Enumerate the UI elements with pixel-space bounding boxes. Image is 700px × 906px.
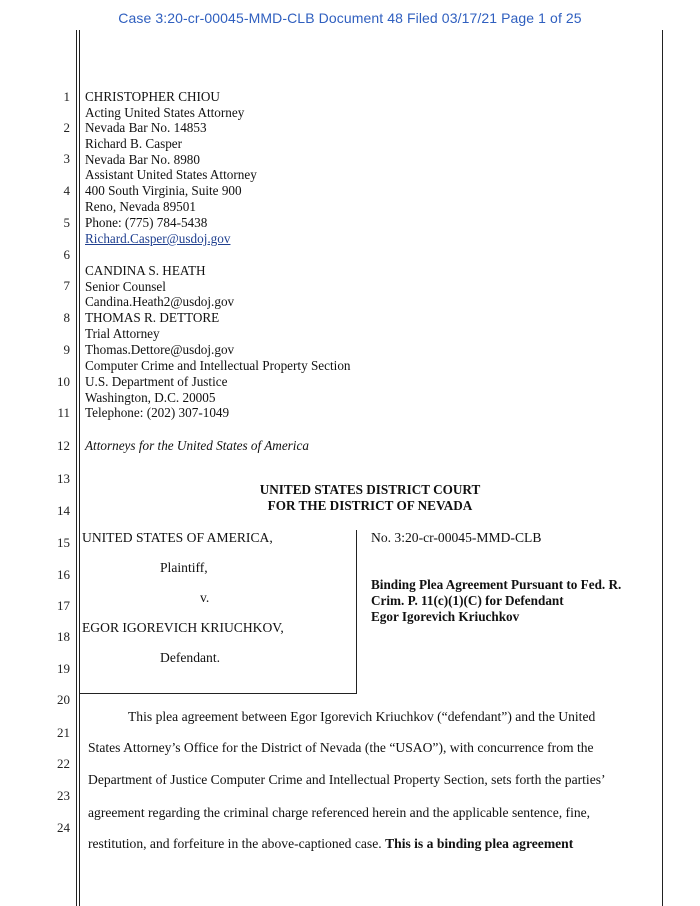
attorney-line: Phone: (775) 784-5438 [85, 215, 208, 230]
line-number: 10 [57, 374, 70, 389]
body-line: This plea agreement between Egor Igorevich Kriuchkov (“defendant”) and the United [128, 709, 596, 724]
attorney-line: Assistant United States Attorney [85, 167, 257, 182]
attorney-line: Computer Crime and Intellectual Property Section [85, 358, 351, 373]
line-number: 17 [57, 598, 70, 613]
court-line-2: FOR THE DISTRICT OF NEVADA [267, 498, 473, 513]
line-number: 13 [57, 471, 70, 486]
attorney-line: THOMAS R. DETTORE [85, 310, 220, 325]
document-title-line: Crim. P. 11(c)(1)(C) for Defendant [371, 593, 564, 608]
versus: v. [200, 590, 210, 605]
body-line: States Attorney’s Office for the District of Nevada (the “USAO”), with concurrence from the [88, 740, 594, 755]
attorney-line: Acting United States Attorney [85, 105, 245, 120]
attorney-line: 400 South Virginia, Suite 900 [85, 183, 242, 198]
attorneys-for: Attorneys for the United States of America [85, 438, 309, 453]
line-number: 15 [57, 535, 70, 550]
line-number: 6 [63, 247, 70, 262]
body-line [88, 836, 573, 852]
plaintiff-name: UNITED STATES OF AMERICA, [82, 530, 273, 545]
line-number: 5 [63, 215, 70, 230]
line-number: 9 [63, 342, 70, 357]
line-number: 18 [57, 629, 70, 644]
court-name [190, 482, 550, 514]
line-number: 1 [63, 89, 70, 104]
left-margin-rule-outer [76, 30, 77, 906]
body-line: Department of Justice Computer Crime and Intellectual Property Section, sets forth the parties’ [88, 772, 606, 787]
line-number: 14 [57, 503, 70, 518]
body-text: restitution, and forfeiture in the above-captioned case. [88, 836, 386, 851]
case-header: Case 3:20-cr-00045-MMD-CLB Document 48 Filed 03/17/21 Page 1 of 25 [118, 10, 582, 26]
line-number: 8 [63, 310, 70, 325]
case-number: No. 3:20-cr-00045-MMD-CLB [371, 530, 542, 545]
line-number: 11 [57, 405, 70, 420]
caption-divider-horizontal [80, 693, 357, 694]
attorney-line: Washington, D.C. 20005 [85, 390, 216, 405]
line-number: 7 [63, 278, 70, 293]
line-number: 12 [57, 438, 70, 453]
line-number: 19 [57, 661, 70, 676]
attorney-line: Candina.Heath2@usdoj.gov [85, 294, 235, 309]
document-title-line: Egor Igorevich Kriuchkov [371, 609, 520, 624]
line-number: 3 [63, 151, 70, 166]
right-margin-rule [662, 30, 663, 906]
email-link-casper[interactable]: Richard.Casper@usdoj.gov [85, 231, 231, 246]
attorney-line: CANDINA S. HEATH [85, 263, 206, 278]
line-number: 22 [57, 756, 70, 771]
document-title-line: Binding Plea Agreement Pursuant to Fed. R. [371, 577, 622, 592]
plaintiff-role: Plaintiff, [160, 560, 208, 575]
attorney-line: Trial Attorney [85, 326, 160, 341]
line-number: 21 [57, 725, 70, 740]
caption-divider-vertical [356, 530, 357, 694]
attorney-line: Senior Counsel [85, 279, 166, 294]
defendant-name: EGOR IGOREVICH KRIUCHKOV, [82, 620, 284, 635]
document-title [371, 577, 661, 625]
body-line: agreement regarding the criminal charge referenced herein and the applicable sentence, fine, [88, 805, 591, 820]
attorney-line: Telephone: (202) 307-1049 [85, 405, 230, 420]
line-number: 4 [63, 183, 70, 198]
left-margin-rule-inner [79, 30, 80, 906]
defendant-role: Defendant. [160, 650, 221, 665]
body-bold-text: This is a binding plea agreement [385, 836, 574, 851]
attorney-line: U.S. Department of Justice [85, 374, 228, 389]
line-number: 2 [63, 120, 70, 135]
attorney-line: Reno, Nevada 89501 [85, 199, 196, 214]
line-number: 16 [57, 567, 70, 582]
court-line-1: UNITED STATES DISTRICT COURT [259, 482, 481, 497]
attorney-line: Nevada Bar No. 14853 [85, 120, 207, 135]
attorney-line: Thomas.Dettore@usdoj.gov [85, 342, 235, 357]
line-number: 23 [57, 788, 70, 803]
attorney-line: CHRISTOPHER CHIOU [85, 89, 220, 104]
line-number: 20 [57, 692, 70, 707]
attorney-line: Nevada Bar No. 8980 [85, 152, 200, 167]
line-number: 24 [57, 820, 70, 835]
attorney-line: Richard B. Casper [85, 136, 183, 151]
